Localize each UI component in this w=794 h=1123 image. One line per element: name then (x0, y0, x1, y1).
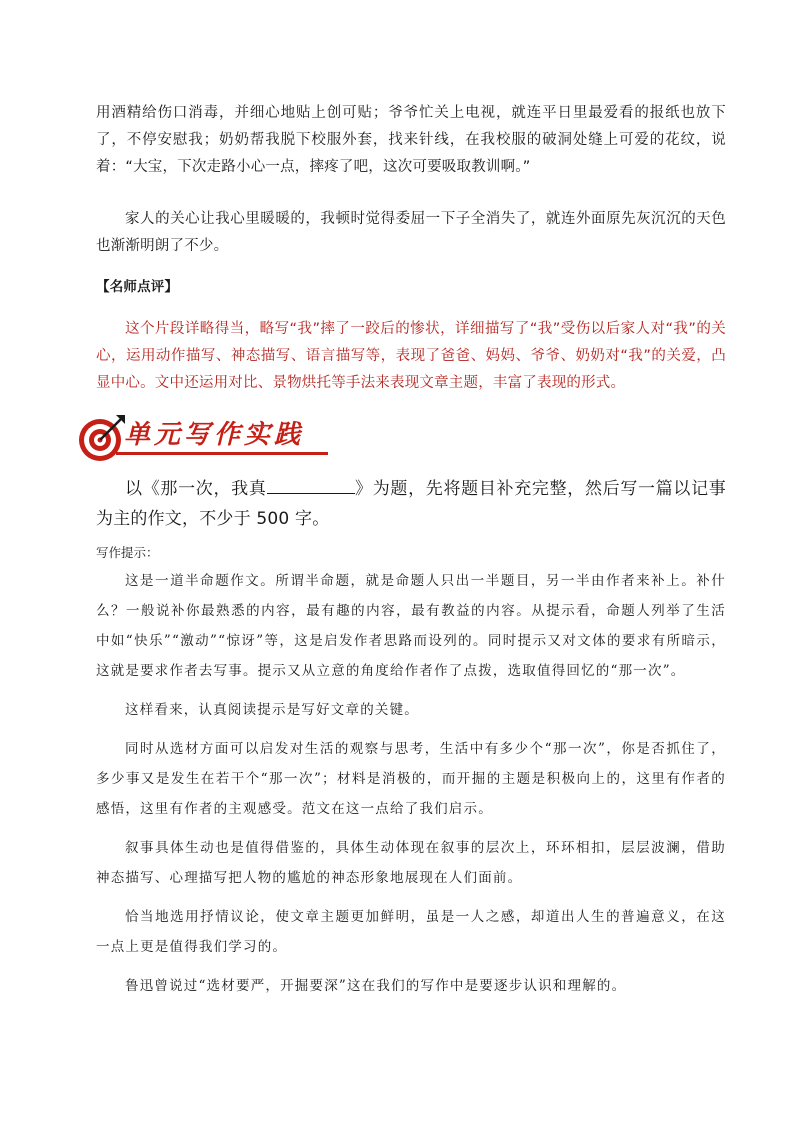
section-title: 单元写作实践 (124, 420, 305, 450)
hints-label-row (96, 541, 726, 565)
target-icon (76, 412, 128, 464)
hints-body (96, 566, 726, 1001)
prompt-after-blank: 》为题，先将题目补充完整，然后写一篇以记事为主的作文，不少于 500 字。 (96, 479, 726, 529)
hint-paragraph: 这样看来，认真阅读提示是写好文章的关键。 (125, 702, 419, 718)
hint-paragraph: 恰当地选用抒情议论，使文章主题更加鲜明，虽是一人之感，却道出人生的普遍意义，在这一点上更是值得我们学习的。 (96, 909, 726, 955)
teacher-comment (96, 316, 726, 397)
section-header (76, 408, 336, 468)
hints-label: 写作提示： (96, 545, 159, 560)
hint-paragraph: 同时从选材方面可以启发对生活的观察与思考，生活中有多少个“那一次”，你是否抓住了，多少事又是发生在若干个“那一次”；材料是消极的，而开掘的主题是积极向上的，这里有作者的感悟，这里有作者的主观感受。范文在这一点给了我们启示。 (96, 741, 726, 817)
teacher-comment-label (96, 274, 726, 301)
paragraph-text: 用酒精给伤口消毒，并细心地贴上创可贴；爷爷忙关上电视，就连平日里最爱看的报纸也放下了，不停安慰我；奶奶帮我脱下校服外套，找来针线，在我校服的破洞处缝上可爱的花纹，说着：“大宝，下次走路小心一点，摔疼了吧，这次可要吸取教训啊。” (96, 105, 726, 175)
section-underline (116, 452, 328, 455)
prompt-before-blank: 以《那一次，我真 (125, 479, 267, 499)
paragraph-text: 家人的关心让我心里暖暖的，我顿时觉得委屈一下子全消失了，就连外面原先灰沉沉的天色也渐渐明朗了不少。 (96, 211, 726, 254)
hint-paragraph: 叙事具体生动也是值得借鉴的，具体生动体现在叙事的层次上，环环相扣，层层波澜，借助神态描写、心理描写把人物的尴尬的神态形象地展现在人们面前。 (96, 840, 726, 886)
hint-paragraph: 这是一道半命题作文。所谓半命题，就是命题人只出一半题目，另一半由作者来补上。补什么？一般说补你最熟悉的内容，最有趣的内容，最有教益的内容。从提示看，命题人列举了生活中如“快乐”“激动”“惊讶”等，这是启发作者思路而设列的。同时提示又对文体的要求有所暗示，这就是要求作者去写事。提示又从立意的角度给作者作了点拨，选取值得回忆的“那一次”。 (96, 573, 726, 679)
comment-label: 【名师点评】 (96, 279, 179, 295)
title-blank (267, 476, 355, 494)
prompt-text (96, 474, 726, 534)
comment-text: 这个片段详略得当，略写“我”摔了一跤后的惨状，详细描写了“我”受伤以后家人对“我”的关心，运用动作描写、神态描写、语言描写等，表现了爸爸、妈妈、爷爷、奶奶对“我”的关爱，凸显中心。文中还运用对比、景物烘托等手法来表现文章主题，丰富了表现的形式。 (96, 321, 726, 391)
story-paragraph-2 (96, 206, 726, 260)
story-paragraph-1 (96, 100, 726, 181)
hint-paragraph: 鲁迅曾说过“选材要严，开掘要深”这在我们的写作中是要逐步认识和理解的。 (125, 978, 627, 994)
writing-prompt (96, 474, 726, 534)
